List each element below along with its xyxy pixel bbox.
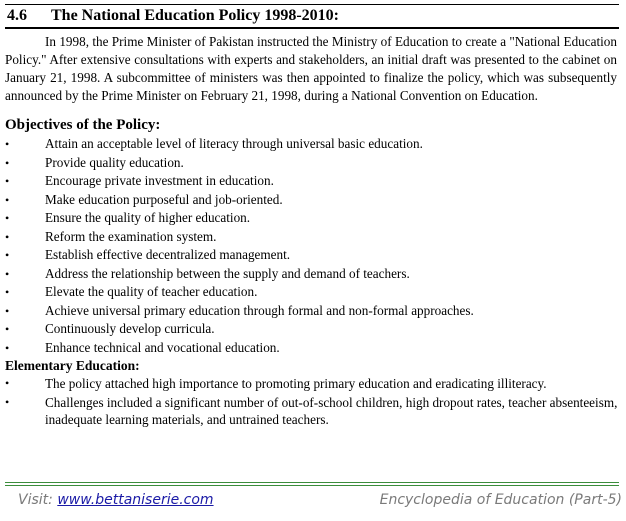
list-item [5, 246, 619, 265]
section-number: 4.6 [7, 7, 27, 24]
list-item [5, 283, 619, 302]
list-item-text: Encourage private investment in education. [45, 173, 274, 188]
bullet-icon: • [5, 229, 10, 244]
list-item-text: Continuously develop curricula. [45, 321, 215, 336]
bullet-icon: • [5, 340, 10, 355]
list-item [5, 339, 619, 358]
list-item [5, 154, 619, 173]
section-heading [5, 4, 619, 29]
list-item-text: Address the relationship between the supply and demand of teachers. [45, 265, 410, 281]
elementary-list [5, 375, 619, 428]
elementary-title: Elementary Education: [5, 358, 140, 373]
bullet-icon: • [5, 192, 10, 207]
bullet-icon: • [5, 376, 10, 390]
bullet-icon: • [5, 248, 10, 262]
bullet-icon: • [5, 395, 10, 409]
list-item-text: Ensure the quality of higher education. [45, 210, 251, 225]
list-item-text: Establish effective decentralized management. [45, 247, 291, 262]
list-item [5, 375, 619, 392]
list-item-text: Reform the examination system. [45, 228, 217, 244]
heading-fill [339, 5, 619, 27]
bullet-icon: • [5, 322, 10, 336]
document-page [5, 4, 619, 430]
footer-visit-label: Visit: [18, 492, 58, 508]
list-item-text: The policy attached high importance to promoting primary education and eradicating illiteracy. [45, 376, 547, 391]
footer-book-title: Encyclopedia of Education (Part-5) [379, 492, 622, 508]
bullet-icon: • [5, 211, 10, 225]
list-item [5, 265, 619, 284]
bullet-icon: • [5, 303, 10, 318]
objectives-list [5, 135, 619, 357]
list-item [5, 191, 619, 210]
website-link[interactable]: www.bettaniserie.com [57, 492, 214, 508]
section-title: The National Education Policy 1998-2010: [51, 7, 340, 24]
bullet-icon: • [5, 266, 10, 281]
footer-visit [18, 492, 214, 508]
list-item-text: Enhance technical and vocational education. [45, 339, 280, 355]
list-item-text: Achieve universal primary education through formal and non-formal approaches. [45, 302, 474, 318]
bullet-icon: • [5, 137, 10, 151]
bullet-icon: • [5, 285, 10, 299]
list-item-text: Elevate the quality of teacher education. [45, 284, 258, 299]
bullet-icon: • [5, 155, 10, 170]
footer-divider-secondary [5, 485, 619, 486]
list-item [5, 394, 619, 428]
list-item [5, 135, 619, 154]
list-item-text: Make education purposeful and job-oriented. [45, 191, 283, 207]
list-item [5, 302, 619, 321]
objectives-title: Objectives of the Policy: [5, 117, 161, 133]
list-item [5, 228, 619, 247]
list-item [5, 209, 619, 228]
footer-divider [5, 482, 619, 483]
list-item [5, 172, 619, 191]
bullet-icon: • [5, 174, 10, 188]
list-item-text: Challenges included a significant number of out-of-school children, high dropout rates, teacher absenteeism, inadequate learning materials, and untrained teachers. [45, 395, 618, 427]
list-item-text: Attain an acceptable level of literacy through universal basic education. [45, 136, 423, 151]
list-item [5, 320, 619, 339]
intro-paragraph: In 1998, the Prime Minister of Pakistan instructed the Ministry of Education to create a "National Education Policy." After extensive consultations with experts and stakeholders, an initial draft was presented to the cabinet on January 21, 1998. A subcommittee of ministers was then appointed to finalize the policy, which was subsequently announced by the Prime Minister on February 21, 1998, during a National Convention on Education. [5, 34, 617, 103]
page-footer [18, 492, 622, 508]
list-item-text: Provide quality education. [45, 154, 184, 170]
